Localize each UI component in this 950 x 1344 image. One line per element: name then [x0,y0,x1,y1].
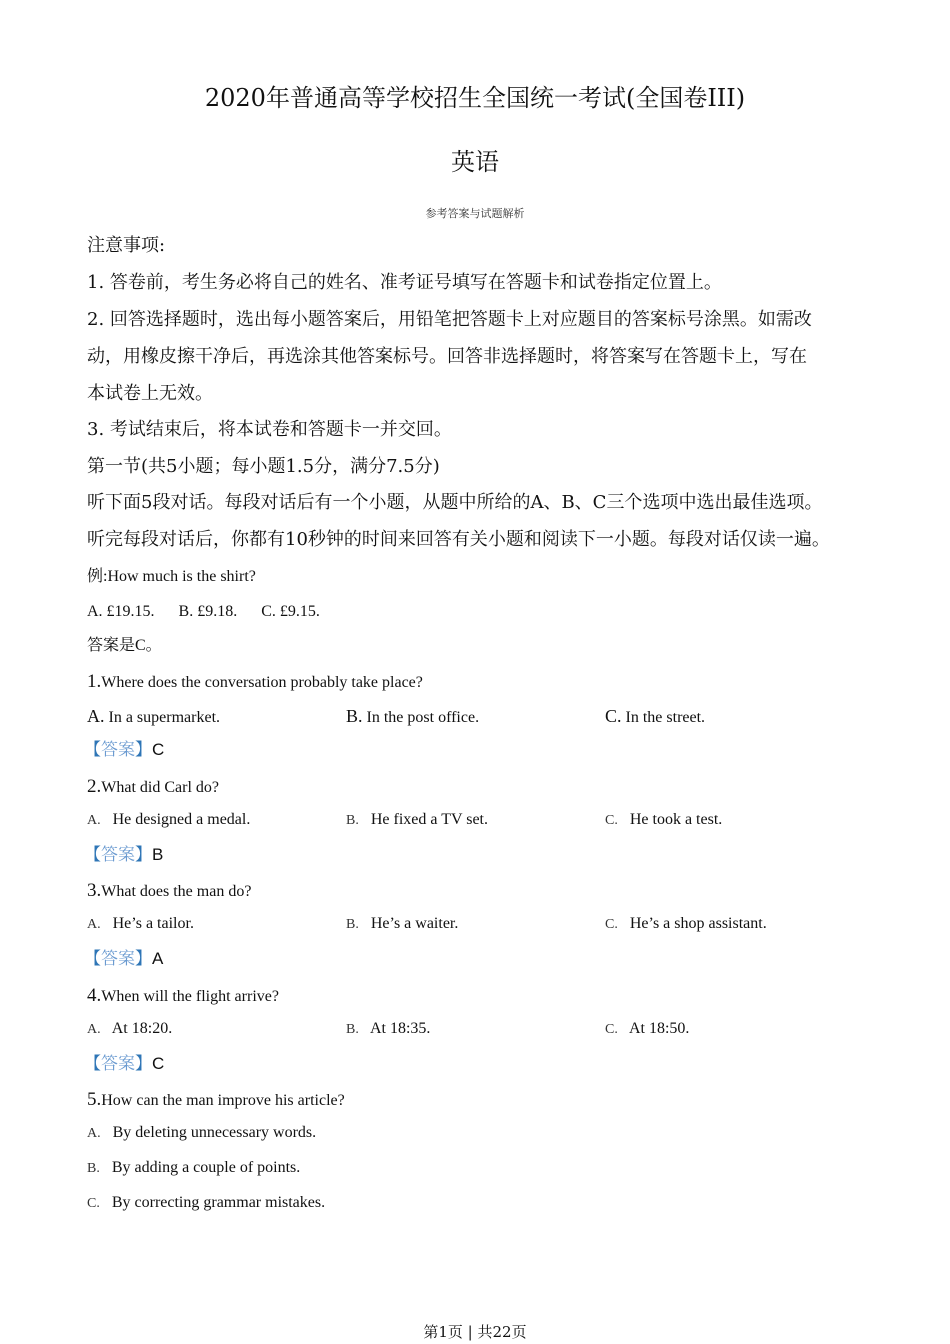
answer-key [84,1055,164,1073]
bracket-right: 】 [135,740,152,760]
answer-option [346,707,479,726]
option-letter: B. [346,813,359,828]
question-text [87,986,279,1005]
option-letter: C. [605,1022,618,1037]
answer-option [605,916,767,932]
question-stem: What did Carl do? [101,779,219,796]
option-text: By adding a couple of points. [111,1159,301,1176]
option-letter: C. [605,706,622,726]
answer-label: 答案 [101,740,135,760]
option-text: He fixed a TV set. [370,811,488,828]
notice-heading: 注意事项: [87,235,166,256]
question-stem: Where does the conversation probably take place? [101,674,423,691]
subtitle: 参考答案与试题解析 [425,207,525,220]
answer-option [605,812,722,828]
example-options: A. £19.15. B. £9.18. C. £9.15. [87,603,320,620]
option-text: In the street. [625,709,706,726]
option-text: He’s a shop assistant. [629,915,767,932]
option-text: In the post office. [366,709,480,726]
notice-line: 2. 回答选择题时，选出每小题答案后，用铅笔把答题卡上对应题目的答案标号涂黑。如需改 [87,309,812,330]
page-footer: 第1页 | 共22页 [423,1323,527,1341]
option-text: At 18:50. [628,1020,690,1037]
option-letter: C. [87,1196,100,1211]
notice-line: 1. 答卷前，考生务必将自己的姓名、准考证号填写在答题卡和试卷指定位置上。 [87,272,722,293]
option-letter: A. [87,1022,101,1037]
question-number: 2. [87,776,102,797]
answer-option [87,1125,316,1141]
answer-value: C [152,1054,165,1073]
answer-option [605,1021,689,1037]
option-letter: C. [605,917,618,932]
option-text: By deleting unnecessary words. [112,1124,317,1141]
option-text: He took a test. [629,811,723,828]
notice-line: 3. 考试结束后，将本试卷和答题卡一并交回。 [87,419,452,440]
option-letter: B. [87,1161,100,1176]
question-number: 4. [87,985,102,1006]
option-letter: A. [87,706,105,726]
answer-option [87,1021,172,1037]
answer-option [346,916,458,932]
bracket-left: 【 [84,740,101,760]
answer-key [84,741,164,759]
option-letter: C. [605,813,618,828]
subject-title: 英语 [451,148,499,176]
question-number: 5. [87,1089,102,1110]
bracket-right: 】 [135,1054,152,1074]
answer-label: 答案 [101,949,135,969]
question-stem: What does the man do? [101,883,252,900]
question-text [87,672,423,691]
answer-value: B [152,845,164,864]
option-text: He’s a tailor. [112,915,194,932]
option-letter: B. [346,706,363,726]
option-letter: B. [346,917,359,932]
question-text [87,1090,345,1109]
answer-label: 答案 [101,845,135,865]
option-text: In a supermarket. [108,709,221,726]
question-text [87,881,251,900]
question-stem: How can the man improve his article? [101,1092,345,1109]
answer-value: C [152,740,165,759]
answer-value: A [152,949,164,968]
answer-option [87,707,220,726]
answer-label: 答案 [101,1054,135,1074]
example-answer: 答案是C。 [87,637,162,654]
answer-option [346,1021,430,1037]
option-text: At 18:20. [111,1020,173,1037]
option-letter: A. [87,1126,101,1141]
option-letter: A. [87,917,101,932]
instruction-line: 听下面5段对话。每段对话后有一个小题，从题中所给的A、B、C三个选项中选出最佳选项。 [87,492,823,513]
bracket-left: 【 [84,949,101,969]
answer-option [87,1160,300,1176]
answer-option [605,707,705,726]
question-number: 3. [87,880,102,901]
bracket-right: 】 [135,845,152,865]
example-question: 例:How much is the shirt? [87,568,256,585]
answer-option [87,916,194,932]
exam-title: 2020年普通高等学校招生全国统一考试(全国卷III) [204,84,746,112]
bracket-left: 【 [84,1054,101,1074]
question-number: 1. [87,671,102,692]
option-letter: A. [87,813,101,828]
answer-option [87,1195,325,1211]
option-text: At 18:35. [369,1020,431,1037]
question-text [87,777,219,796]
option-text: He’s a waiter. [370,915,459,932]
bracket-right: 】 [135,949,152,969]
question-stem: When will the flight arrive? [101,988,279,1005]
answer-option [346,812,488,828]
option-text: By correcting grammar mistakes. [111,1194,326,1211]
option-text: He designed a medal. [112,811,251,828]
answer-option [87,812,250,828]
answer-key [84,846,163,864]
notice-line: 本试卷上无效。 [87,383,213,404]
bracket-left: 【 [84,845,101,865]
instruction-line: 听完每段对话后，你都有10秒钟的时间来回答有关小题和阅读下一小题。每段对话仅读一遍。 [87,529,830,550]
option-letter: B. [346,1022,359,1037]
notice-line: 动，用橡皮擦干净后，再选涂其他答案标号。回答非选择题时，将答案写在答题卡上，写在 [87,346,807,367]
answer-key [84,950,163,968]
section-heading: 第一节(共5小题；每小题1.5分，满分7.5分) [87,456,440,477]
